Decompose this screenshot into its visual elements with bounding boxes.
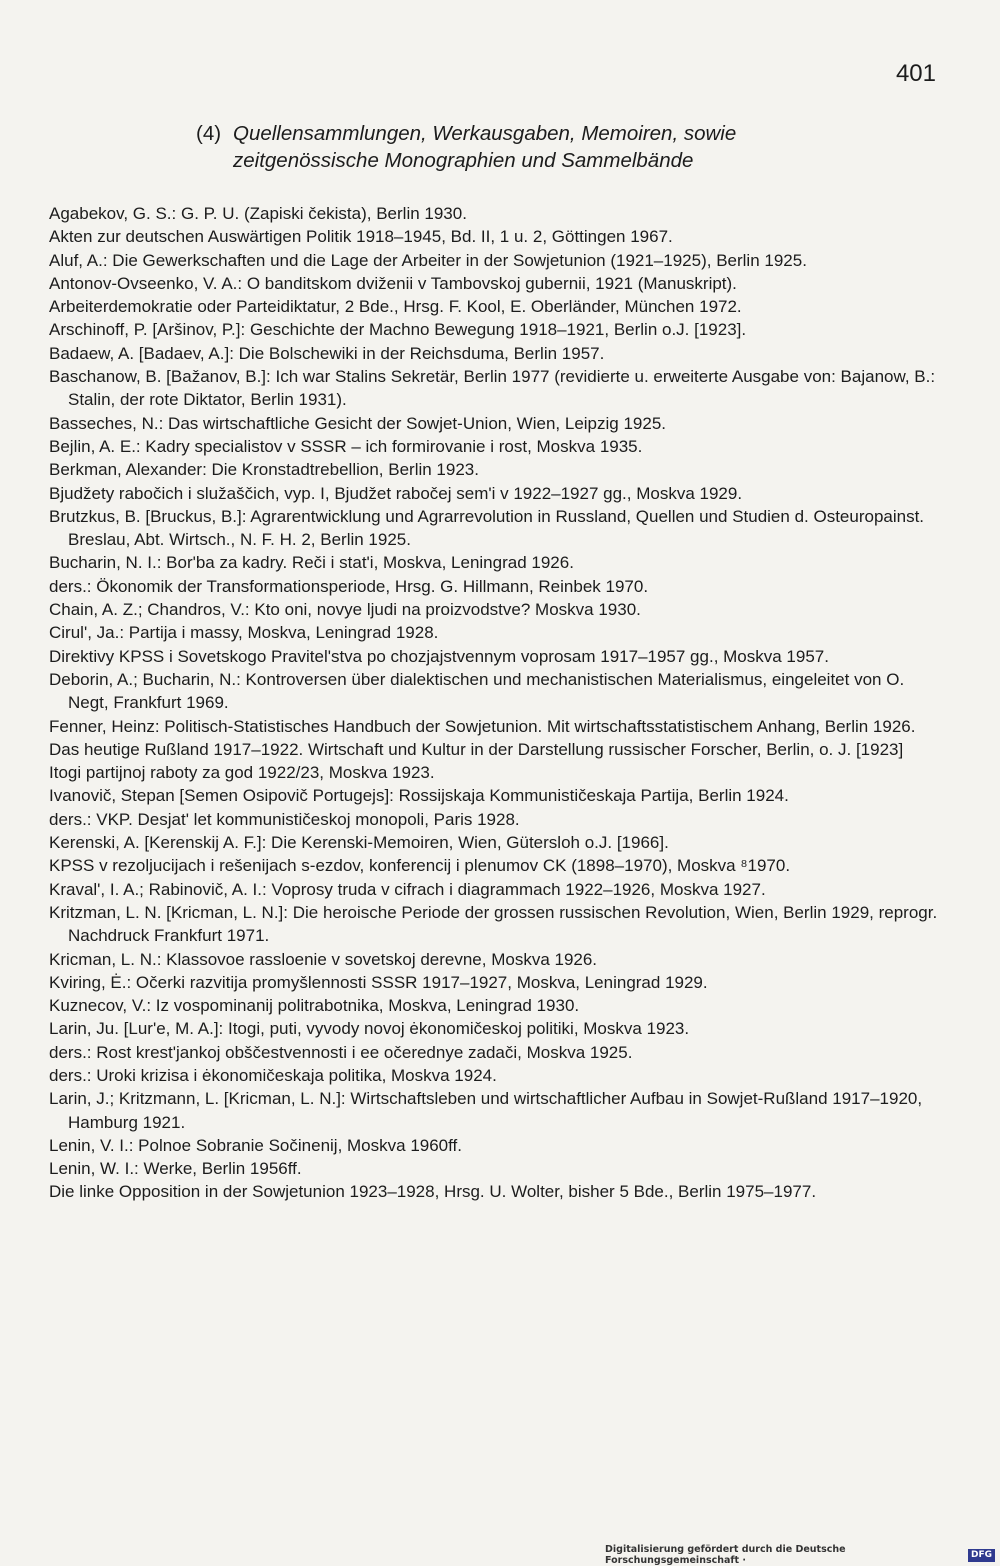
bibliography-entry: Berkman, Alexander: Die Kronstadtrebellion, Berlin 1923. — [49, 460, 479, 480]
bibliography-entry: Kviring, Ė.: Očerki razvitija promyšlennosti SSSR 1917–1927, Moskva, Leningrad 1929. — [49, 972, 708, 992]
bibliography-entry: ders.: Ökonomik der Transformationsperiode, Hrsg. G. Hillmann, Reinbek 1970. — [49, 576, 649, 596]
bibliography-entry: ders.: Uroki krizisa i ėkonomičeskaja politika, Moskva 1924. — [49, 1065, 497, 1085]
bibliography-entry: Larin, J.; Kritzmann, L. [Kricman, L. N.]: Wirtschaftsleben und wirtschaftlicher Aufbau in Sowjet-Rußland 1917–1920, Hamburg 1921. — [49, 1089, 923, 1132]
bibliography-entry: Ivanovič, Stepan [Semen Osipovič Portugejs]: Rossijskaja Kommunističeskaja Partija, Berlin 1924. — [49, 786, 789, 806]
bibliography-entry: Deborin, A.; Bucharin, N.: Kontroversen über dialektischen und mechanistischen Materialismus, eingeleitet von O. Negt, Frankfurt 1969. — [49, 669, 905, 713]
bibliography-entry: Fenner, Heinz: Politisch-Statistisches Handbuch der Sowjetunion. Mit wirtschaftsstatistischem Anhang, Berlin 1926. — [49, 716, 916, 736]
section-title-line-1: Quellensammlungen, Werkausgaben, Memoiren, sowie — [233, 122, 737, 145]
bibliography-entry: Lenin, W. I.: Werke, Berlin 1956ff. — [49, 1159, 302, 1179]
bibliography-entry: Cirul', Ja.: Partija i massy, Moskva, Leningrad 1928. — [49, 623, 439, 643]
bibliography-entry: Basseches, N.: Das wirtschaftliche Gesicht der Sowjet-Union, Wien, Leipzig 1925. — [49, 413, 666, 433]
bibliography-entry: ders.: Rost krest'jankoj obščestvennosti i ee očerednye zadači, Moskva 1925. — [49, 1042, 633, 1062]
bibliography-entry: Badaew, A. [Badaev, A.]: Die Bolschewiki in der Reichsduma, Berlin 1957. — [49, 343, 605, 363]
footer-text: Digitalisierung gefördert durch die Deutsche Forschungsgemeinschaft · — [605, 1544, 846, 1566]
bibliography-entry: Itogi partijnoj raboty za god 1922/23, Moskva 1923. — [49, 763, 435, 783]
bibliography-entry: Chain, A. Z.; Chandros, V.: Kto oni, novye ljudi na proizvodstve? Moskva 1930. — [49, 600, 641, 620]
bibliography-entry: Larin, Ju. [Lur'e, M. A.]: Itogi, puti, vyvody novoj ėkonomičeskoj politiki, Moskva 1923. — [49, 1019, 690, 1039]
bibliography-entry: Die linke Opposition in der Sowjetunion 1923–1928, Hrsg. U. Wolter, bisher 5 Bde., Berlin 1975–1977. — [49, 1182, 817, 1202]
bibliography-entry: Das heutige Rußland 1917–1922. Wirtschaft und Kultur in der Darstellung russischer Forscher, Berlin, o. J. [1923] — [49, 739, 904, 759]
bibliography-entry: Kricman, L. N.: Klassovoe rassloenie v sovetskoj derevne, Moskva 1926. — [49, 949, 598, 969]
bibliography-entry: Bucharin, N. I.: Bor'ba za kadry. Reči i stat'i, Moskva, Leningrad 1926. — [49, 553, 574, 573]
page-number: 401 — [895, 60, 936, 87]
bibliography-entry: Kritzman, L. N. [Kricman, L. N.]: Die heroische Periode der grossen russischen Revolution, Wien, Berlin 1929, reprogr. Nachdruck Frankfurt 1971. — [49, 902, 938, 946]
section-number: (4) — [196, 122, 222, 145]
dfg-logo: DFG — [968, 1549, 995, 1562]
bibliography-entry: Brutzkus, B. [Bruckus, B.]: Agrarentwicklung und Agrarrevolution in Russland, Quellen und Studien d. Osteuropainst. Breslau, Abt. Wirtsch., N. F. H. 2, Berlin 1925. — [49, 506, 925, 550]
bibliography-entry: Baschanow, B. [Bažanov, B.]: Ich war Stalins Sekretär, Berlin 1977 (revidierte u. erweiterte Ausgabe von: Bajanow, B.: Stalin, der rote Diktator, Berlin 1931). — [49, 367, 936, 410]
bibliography-entry: Agabekov, G. S.: G. P. U. (Zapiski čekista), Berlin 1930. — [49, 204, 467, 223]
bibliography-entry: KPSS v rezoljucijach i rešenijach s-ezdov, konferencij i plenumov CK (1898–1970), Moskva ⁸1970. — [49, 856, 791, 876]
bibliography-entry: Lenin, V. I.: Polnoe Sobranie Sočinenij, Moskva 1960ff. — [49, 1135, 462, 1155]
bibliography-entry: Kraval', I. A.; Rabinovič, A. I.: Voprosy truda v cifrach i diagrammach 1922–1926, Moskva 1927. — [49, 879, 766, 899]
bibliography-entry: Bejlin, A. E.: Kadry specialistov v SSSR – ich formirovanie i rost, Moskva 1935. — [49, 436, 643, 456]
bibliography-entry: Kerenski, A. [Kerenskij A. F.]: Die Kerenski-Memoiren, Wien, Gütersloh o.J. [1966]. — [49, 833, 669, 853]
bibliography-entry: Aluf, A.: Die Gewerkschaften und die Lage der Arbeiter in der Sowjetunion (1921–1925), Berlin 1925. — [49, 250, 807, 270]
bibliography-entry: Direktivy KPSS i Sovetskogo Pravitel'stva po chozjajstvennym voprosam 1917–1957 gg., Moskva 1957. — [49, 646, 829, 666]
bibliography-entry: Antonov-Ovseenko, V. A.: O banditskom dviženii v Tambovskoj gubernii, 1921 (Manuskript). — [49, 273, 737, 293]
bibliography-entry: Arbeiterdemokratie oder Parteidiktatur, 2 Bde., Hrsg. F. Kool, E. Oberländer, München 1972. — [49, 297, 742, 317]
footer-credit — [605, 1544, 995, 1566]
bibliography-list — [49, 202, 949, 1204]
bibliography-entry: Akten zur deutschen Auswärtigen Politik 1918–1945, Bd. II, 1 u. 2, Göttingen 1967. — [49, 227, 673, 247]
bibliography-entry: ders.: VKP. Desjat' let kommunističeskoj monopoli, Paris 1928. — [49, 809, 520, 829]
section-heading — [196, 120, 836, 174]
bibliography-entry: Kuznecov, V.: Iz vospominanij politrabotnika, Moskva, Leningrad 1930. — [49, 996, 580, 1016]
section-title-line-2: zeitgenössische Monographien und Sammelbände — [233, 149, 694, 172]
bibliography-entry: Bjudžety rabočich i služaščich, vyp. I, Bjudžet rabočej sem'i v 1922–1927 gg., Moskva 1929. — [49, 483, 743, 503]
bibliography-entry: Arschinoff, P. [Aršinov, P.]: Geschichte der Machno Bewegung 1918–1921, Berlin o.J. [1923]. — [49, 320, 747, 340]
